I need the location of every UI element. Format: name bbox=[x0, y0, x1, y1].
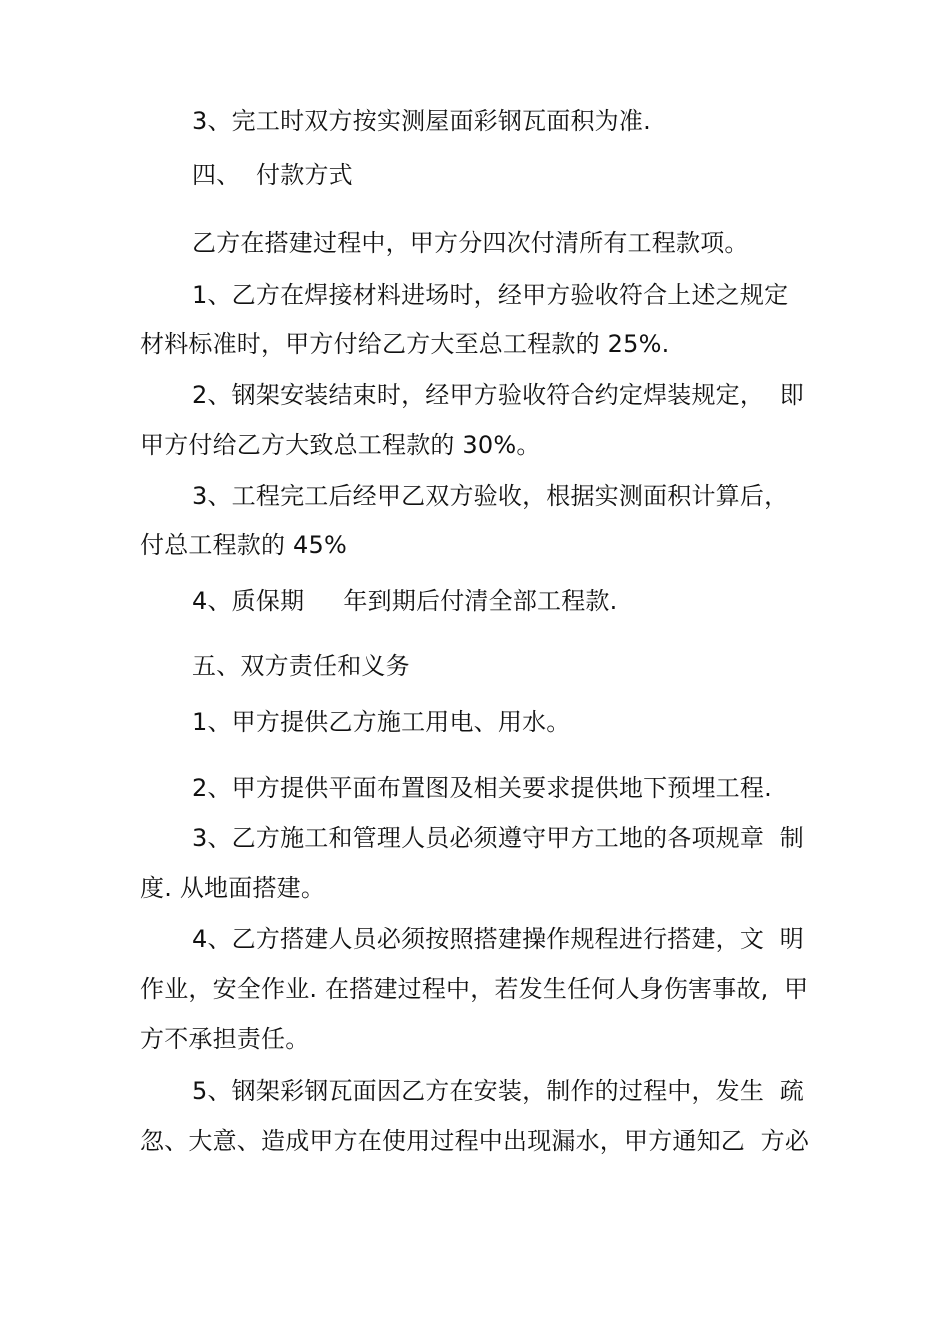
duty-item-1: 1、甲方提供乙方施工用电、用水。 bbox=[192, 708, 571, 736]
duty-item-2: 2、甲方提供平面布置图及相关要求提供地下预埋工程. bbox=[192, 774, 772, 802]
payment-item-2-line-2: 甲方付给乙方大致总工程款的 30%。 bbox=[140, 431, 541, 459]
duty-item-5-line-1: 5、钢架彩钢瓦面因乙方在安装，制作的过程中，发生 疏 bbox=[192, 1077, 804, 1105]
payment-item-3-line-1: 3、工程完工后经甲乙双方验收，根据实测面积计算后， bbox=[192, 482, 789, 510]
clause-3-2-completion-measure: 3、完工时双方按实测屋面彩钢瓦面积为准. bbox=[192, 107, 651, 135]
duty-item-4-line-3: 方不承担责任。 bbox=[140, 1025, 310, 1053]
duty-item-4-line-2: 作业，安全作业. 在搭建过程中，若发生任何人身伤害事故, 甲 bbox=[140, 975, 809, 1003]
payment-item-2-line-1: 2、钢架安装结束时，经甲方验收符合约定焊装规定， 即 bbox=[192, 381, 804, 409]
duty-item-3-line-1: 3、乙方施工和管理人员必须遵守甲方工地的各项规章 制 bbox=[192, 824, 804, 852]
duty-item-4-line-1: 4、乙方搭建人员必须按照搭建操作规程进行搭建，文 明 bbox=[192, 925, 804, 953]
section-5-heading-responsibilities: 五、双方责任和义务 bbox=[192, 652, 410, 680]
duty-item-5-line-2: 忽、大意、造成甲方在使用过程中出现漏水，甲方通知乙 方必 bbox=[140, 1127, 810, 1155]
section-4-heading-payment: 四、 付款方式 bbox=[192, 161, 353, 189]
payment-item-3-line-2: 付总工程款的 45% bbox=[140, 531, 347, 559]
duty-item-3-line-2: 度. 从地面搭建。 bbox=[140, 874, 326, 902]
payment-intro: 乙方在搭建过程中，甲方分四次付清所有工程款项。 bbox=[192, 229, 749, 257]
payment-item-1-line-2: 材料标准时，甲方付给乙方大至总工程款的 25%. bbox=[140, 330, 670, 358]
payment-item-4-warranty: 4、质保期 年到期后付清全部工程款. bbox=[192, 587, 618, 615]
payment-item-1-line-1: 1、乙方在焊接材料进场时，经甲方验收符合上述之规定 bbox=[192, 281, 789, 309]
